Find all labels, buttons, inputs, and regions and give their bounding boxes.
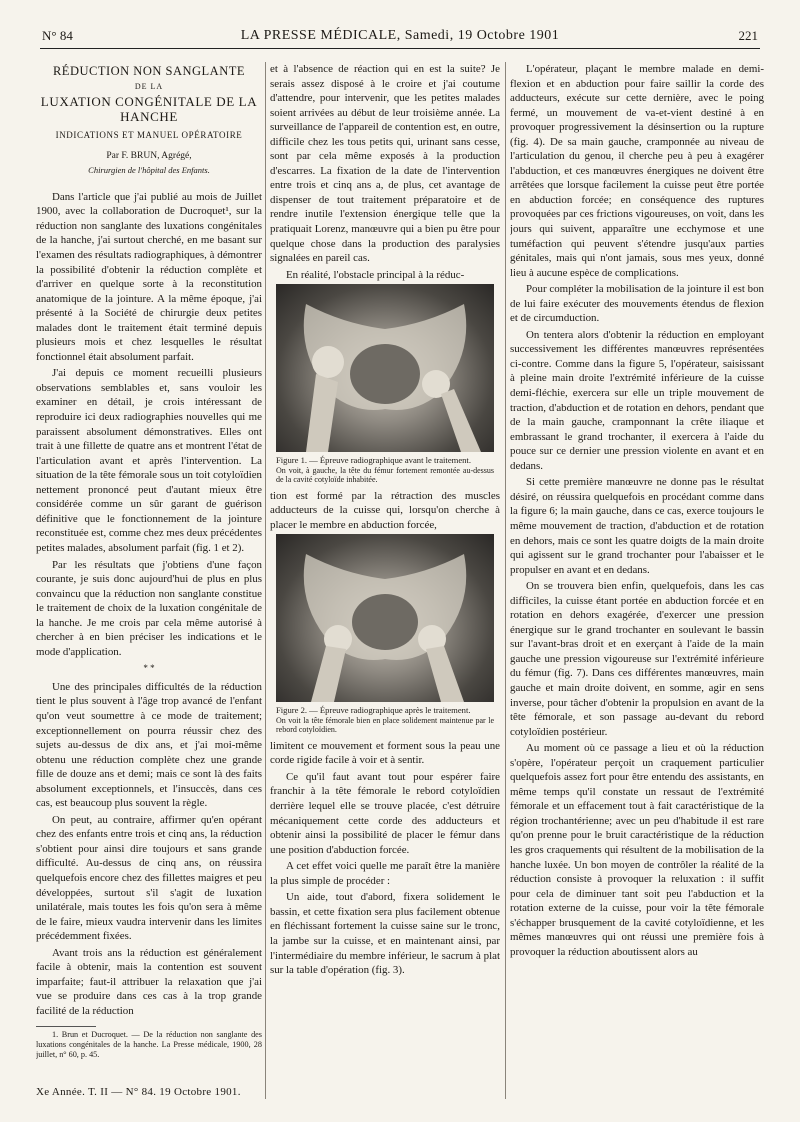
article-title-line3: LUXATION CONGÉNITALE DE LA HANCHE — [40, 94, 258, 124]
paragraph: On tentera alors d'obtenir la réduction en employant successivement les différentes manœuvres représentées ci-contre. Comme dans la figure 5, l'opérateur, saisissant à pleine main droite l'extrémité inférieure de la cuisse demi-fléchie, exercera sur elle un triple mouvement de traction, d'abduction et de rotation en dehors, pendant que de la main gauche, cramponnant la crête iliaque et embrassant le grand trochanter, il exercera à l'aide du pouce sur ce dernier une pression violente en avant et en dedans. — [510, 328, 764, 472]
paragraph: Ce qu'il faut avant tout pour espérer faire franchir à la tête fémorale le rebord cotyloïdien derrière lequel elle se trouve placée, c'est détruire mécaniquement cette corde des adducteurs et obtenir ainsi la possibilité de placer le fémur dans une position d'abduction forcée. — [270, 770, 500, 856]
journal-title: LA PRESSE MÉDICALE, Samedi, 19 Octobre 1901 — [240, 28, 560, 43]
paragraph: Si cette première manœuvre ne donne pas le résultat désiré, on réussira quelquefois en procédant comme dans la figure 6; la main gauche, dans ce cas, exerce toujours le même mouvement de traction, d'abduction et de rotation en dehors, mais ce sont les quatre doigts de la main droite qui agissent sur le grand trochanter pour l'abaisser et le propulser en avant et en dedans. — [510, 476, 764, 576]
column-divider — [265, 62, 266, 1099]
article-header — [36, 64, 262, 178]
paragraph: A cet effet voici quelle me paraît être la manière la plus simple de procéder : — [270, 860, 500, 887]
paragraph: Un aide, tout d'abord, fixera solidement le bassin, et cette fixation sera plus facilement obtenue en fléchissant fortement la cuisse saine sur le tronc, la jambe sur la cuisse, et en maintenant ainsi, par l'intermédiaire du membre inférieur, le sacrum à plat sur la table d'opération (fig. 3). — [270, 891, 500, 977]
pelvis-xray-drawing — [276, 284, 494, 452]
page-footer: Xe Année. T. II — N° 84. 19 Octobre 1901. — [36, 1086, 241, 1098]
article-subtitle: INDICATIONS ET MANUEL OPÉRATOIRE — [55, 130, 243, 141]
footnote: 1. Brun et Ducroquet. — De la réduction non sanglante des luxations congénitales de la hanche. La Presse médicale, 1900, 28 juillet, n° 60, p. 45. — [36, 1030, 262, 1060]
figure-2 — [276, 534, 494, 735]
paragraph: et à l'absence de réaction qui en est la suite? Je serais assez disposé à le croire et j'ai coutume d'attendre, pour intervenir, que les petites malades soient arrivées au début de leur troisième année. La surveillance de l'appareil de contention est, en outre, difficile chez les tous petits qui, urinant sans cesse, sont par cela même exposés à la production d'escarres. La fixation de la date de l'intervention entre trois et cinq ans a, de plus, cet avantage de dispenser de tout traitement préparatoire et de rendre inutile l'extension énergique telle que la pratiquait Lorenz, manœuvre qui a bien pu être pour quelque chose dans la production des paralysies signalées en pareil cas. — [270, 63, 500, 265]
section-separator: * * — [143, 663, 155, 674]
figure-caption: Figure 2. — Épreuve radiographique après le traitement. — [276, 705, 471, 716]
article-affiliation: Chirurgien de l'hôpital des Enfants. — [88, 165, 210, 176]
article-title-line1: RÉDUCTION NON SANGLANTE — [52, 64, 246, 78]
page-header — [40, 26, 760, 49]
paragraph: En réalité, l'obstacle principal à la réduc- — [286, 268, 465, 281]
column-3 — [510, 62, 764, 961]
paragraph: On peut, au contraire, affirmer qu'en opérant chez des enfants entre trois et cinq ans, la réduction s'obtient pour ainsi dire toujours et sans grande difficulté. Au-dessus de cinq ans, on réussira quelquefois encore chez des fillettes maigres et peu développées, surtout s'il s'agit de luxation unilatérale, mais toutes les fois qu'on sera à même de le faire, mieux vaudra intervenir dans les limites précédemment fixées. — [36, 813, 262, 943]
paragraph: limitent ce mouvement et forment sous la peau une corde rigide facile à voir et à sentir. — [270, 739, 500, 767]
figure-note: On voit la tête fémorale bien en place solidement maintenue par le rebord cotyloïdien. — [276, 715, 494, 735]
paragraph: Par les résultats que j'obtiens d'une façon courante, je suis donc aujourd'hui de plus en plus convaincu que la réduction non sanglante constitue le traitement de choix de la luxation congénitale de la hanche. Je me crois par cela même autorisé à chercher à en bien préciser les indications et le mode d'application. — [36, 558, 262, 658]
figure-1 — [276, 284, 494, 485]
issue-number: N° 84 — [42, 28, 73, 43]
paragraph: L'opérateur, plaçant le membre malade en demi-flexion et en abduction pour faire saillir la corde des adducteurs, exécute sur cette dernière, avec le poing fermé, un mouvement de va-et-vient destiné à en provoquer progressivement la désinsertion ou la rupture (fig. 4). De sa main gauche, cramponnée au niveau de l'articulation du genou, il cherche peu à peu à exagérer l'abduction, et ces manœuvres énergiques ne doivent être arrêtées que lorsque facilement la cuisse peut être portée en abduction forcée; en conséquence des ruptures provoquées par ces frictions vigoureuses, on voit, dans les jours qui suivent, apparaître une ecchymose et une tuméfaction qui peuvent s'étendre jusqu'aux parties génitales, mais qui n'ont jamais, sous mes yeux, donné lieu à aucune espèce de complications. — [510, 63, 764, 279]
footnote-rule — [36, 1026, 96, 1027]
radiograph-image — [276, 284, 494, 452]
paragraph: Avant trois ans la réduction est généralement facile à obtenir, mais la contention est souvent imparfaite; faut-il attribuer la relaxation que j'ai vue se produire dans ces cas à la trop grande facilité de la réduction — [36, 946, 262, 1017]
page-number: 221 — [738, 28, 758, 43]
paragraph: Dans l'article que j'ai publié au mois de Juillet 1900, avec la collaboration de Ducroquet¹, sur la réduction non sanglante des luxations congénitales de la hanche, j'ai surtout cherché, en me basant sur l'examen des résultats radiographiques, à démontrer la possibilité d'obtenir la réduction complète et d'arriver en quelque sorte à la reconstitution anatomique de la jointure. A la même époque, j'ai présenté à la Société de chirurgie deux petites malades dont le traitement était terminé depuis plusieurs mois et chez lesquelles le résultat fonctionnel était absolument parfait. — [36, 190, 262, 363]
paragraph: tion est formé par la rétraction des muscles adducteurs de la cuisse qui, lorsqu'on cherche à placer le membre en abduction forcée, — [270, 489, 500, 531]
column-2 — [270, 62, 500, 980]
paragraph: Au moment où ce passage a lieu et où la réduction s'opère, l'opérateur perçoit un craquement particulier quelquefois assez fort pour être entendu des assistants, en même temps qu'il constate un ressaut de l'extrémité fémorale et un effacement tout à fait caractéristique de la région trochantérienne; avec un peu d'habitude il est rare qu'on prenne pour le bruit caractéristique de la réduction les gros craquements qui résultent de la mobilisation de la hanche luxée. Un bon moyen de contrôler la réalité de la réduction consiste à provoquer la reluxation : il suffit pour cela de diminuer tant soit peu l'abduction et la rotation externe de la cuisse, pour voir la tête fémorale s'échapper brusquement de la cavité cotyloïdienne, et les mêmes manœuvres qui ont réussi une première fois à provoquer la réduction aboutissent alors au — [510, 742, 764, 958]
column-1 — [36, 62, 262, 1062]
radiograph-image — [276, 534, 494, 702]
column-divider — [505, 62, 506, 1099]
article-title-line2: DE LA — [134, 81, 164, 91]
paragraph: Pour compléter la mobilisation de la jointure il est bon de lui faire exécuter des mouvements étendus de flexion et de circumduction. — [510, 283, 764, 325]
pelvis-xray-drawing — [276, 534, 494, 702]
paragraph: J'ai depuis ce moment recueilli plusieurs observations semblables et, sans vouloir les examiner en détail, je crois intéressant de reproduire ici deux radiographies nouvelles qui me paraissent absolument démonstratives. Elles ont trait à une fillette de quatre ans et montrent l'état de l'articulation avant et après l'intervention. La situation de la tête fémorale sous un toit cotyloïdien nettement prononcé peut d'autant mieux être considérée comme un sûr garant de guérison définitive que le fonctionnement de la jointure reconstituée est, comme chez mes deux précédentes petites malades, absolument parfait (fig. 1 et 2). — [36, 367, 262, 554]
figure-caption: Figure 1. — Épreuve radiographique avant le traitement. — [276, 455, 471, 466]
figure-note: On voit, à gauche, la tête du fémur fortement remontée au-dessus de la cavité cotyloïde inhabitée. — [276, 465, 494, 485]
paragraph: Une des principales difficultés de la réduction tient le plus souvent à l'âge trop avancé de l'enfant qu'on veut soumettre à ce mode de traitement; exceptionnellement on pourra réussir chez des sujets au-dessus de dix ans, et j'ai moi-même obtenu une réduction complète chez une grande fille de douze ans et demi; mais ce sont là des faits absolument exceptionnels, et l'insuccès, dans ces cas, est beaucoup plus souvent la règle. — [36, 680, 262, 810]
article-author: Par F. BRUN, Agrégé, — [106, 150, 192, 161]
paragraph: On se trouvera bien enfin, quelquefois, dans les cas difficiles, la cuisse étant portée en abduction forcée et en rotation en dehors exagérée, d'exercer une pression énergique sur le grand trochanter en soulevant le bassin sur l'avant-bras droit et en exerçant à l'aide de la main gauche une pression vigoureuse sur l'extrémité inférieure du fémur (fig. 7). Dans ces différentes manœuvres, main gauche et main droite doivent, en somme, agir en sens inverse, pour tâcher d'obtenir la propulsion en avant de la tête fémorale, et son passage au-devant du rebord cotyloïdien postérieur. — [510, 580, 764, 738]
